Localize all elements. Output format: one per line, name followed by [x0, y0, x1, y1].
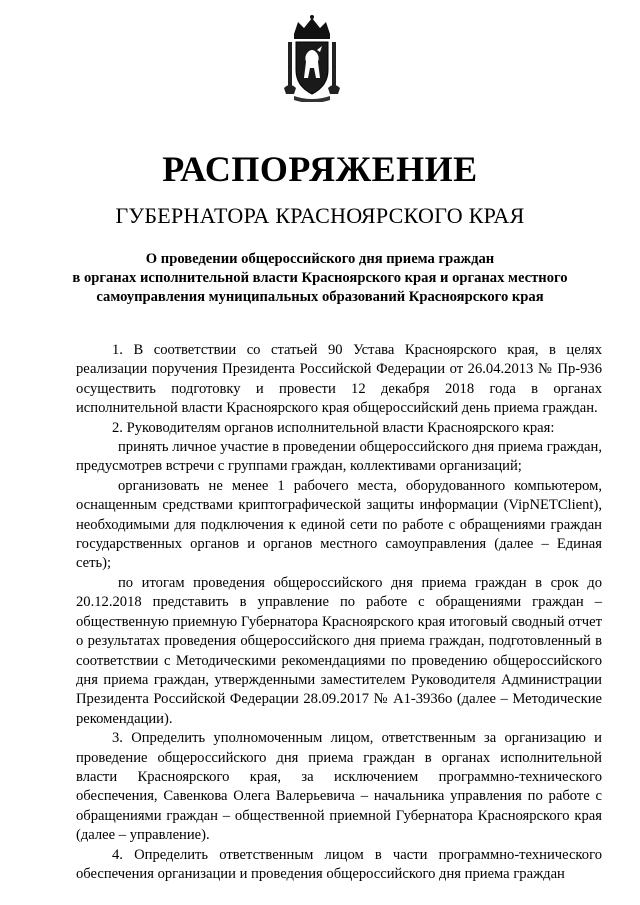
document-type-title: РАСПОРЯЖЕНИЕ [162, 149, 478, 189]
coat-of-arms-icon [280, 12, 344, 102]
paragraph-2-item: принять личное участие в проведении общероссийского дня приема граждан, предусмотрев встречи с группами граждан, коллективами организаций; [76, 439, 602, 475]
paragraph-2-item: по итогам проведения общероссийского дня приема граждан в срок до 20.12.2018 представить в управление по работе с обращениями граждан – общественную приемную Губернатора Красноярского края итоговый сводный отчет о результатах проведения общероссийского дня приема граждан, подготовленный в соответствии с Методическими рекомендациями по проведению общероссийского дня приема граждан, утвержденными заместителем Руководителя Администрации Президента Российской Федерации 28.09.2017 № А1-3936о (далее – Методические рекомендации). [76, 574, 602, 727]
document-subject [70, 250, 570, 307]
subject-line: О проведении общероссийского дня приема граждан [145, 251, 495, 267]
paragraph-4: 4. Определить ответственным лицом в части программно-технического обеспечения организации и проведения общероссийского дня приема граждан [76, 846, 602, 882]
subject-line: самоуправления муниципальных образований Красноярского края [96, 289, 544, 305]
document-body [76, 341, 602, 884]
paragraph-2-item: организовать не менее 1 рабочего места, оборудованного компьютером, оснащенным средствами криптографической защиты информации (VipNETClient), необходимыми для подключения к единой сети по работе с обращениями граждан государственных органов и органов местного самоуправления (далее – Единая сеть); [76, 477, 602, 572]
issuer-title: ГУБЕРНАТОРА КРАСНОЯРСКОГО КРАЯ [115, 203, 525, 228]
paragraph-3: 3. Определить уполномоченным лицом, ответственным за организацию и проведение общероссийского дня приема граждан в органах исполнительной власти Красноярского края, за исключением программно-технического обеспечения, Савенкова Олега Валерьевича – начальника управления по работе с обращениями граждан – общественной приемной Губернатора Красноярского края (далее – управление). [76, 730, 602, 844]
subject-line: в органах исполнительной власти Красноярского края и органах местного [72, 270, 568, 286]
paragraph-2: 2. Руководителям органов исполнительной власти Красноярского края: [112, 419, 555, 436]
paragraph-1: 1. В соответствии со статьей 90 Устава Красноярского края, в целях реализации поручения Президента Российской Федерации от 26.04.2013 № Пр-936 осуществить подготовку и провести 12 декабря 2018 года в органах исполнительной власти Красноярского края общероссийский день приема граждан. [76, 342, 602, 417]
